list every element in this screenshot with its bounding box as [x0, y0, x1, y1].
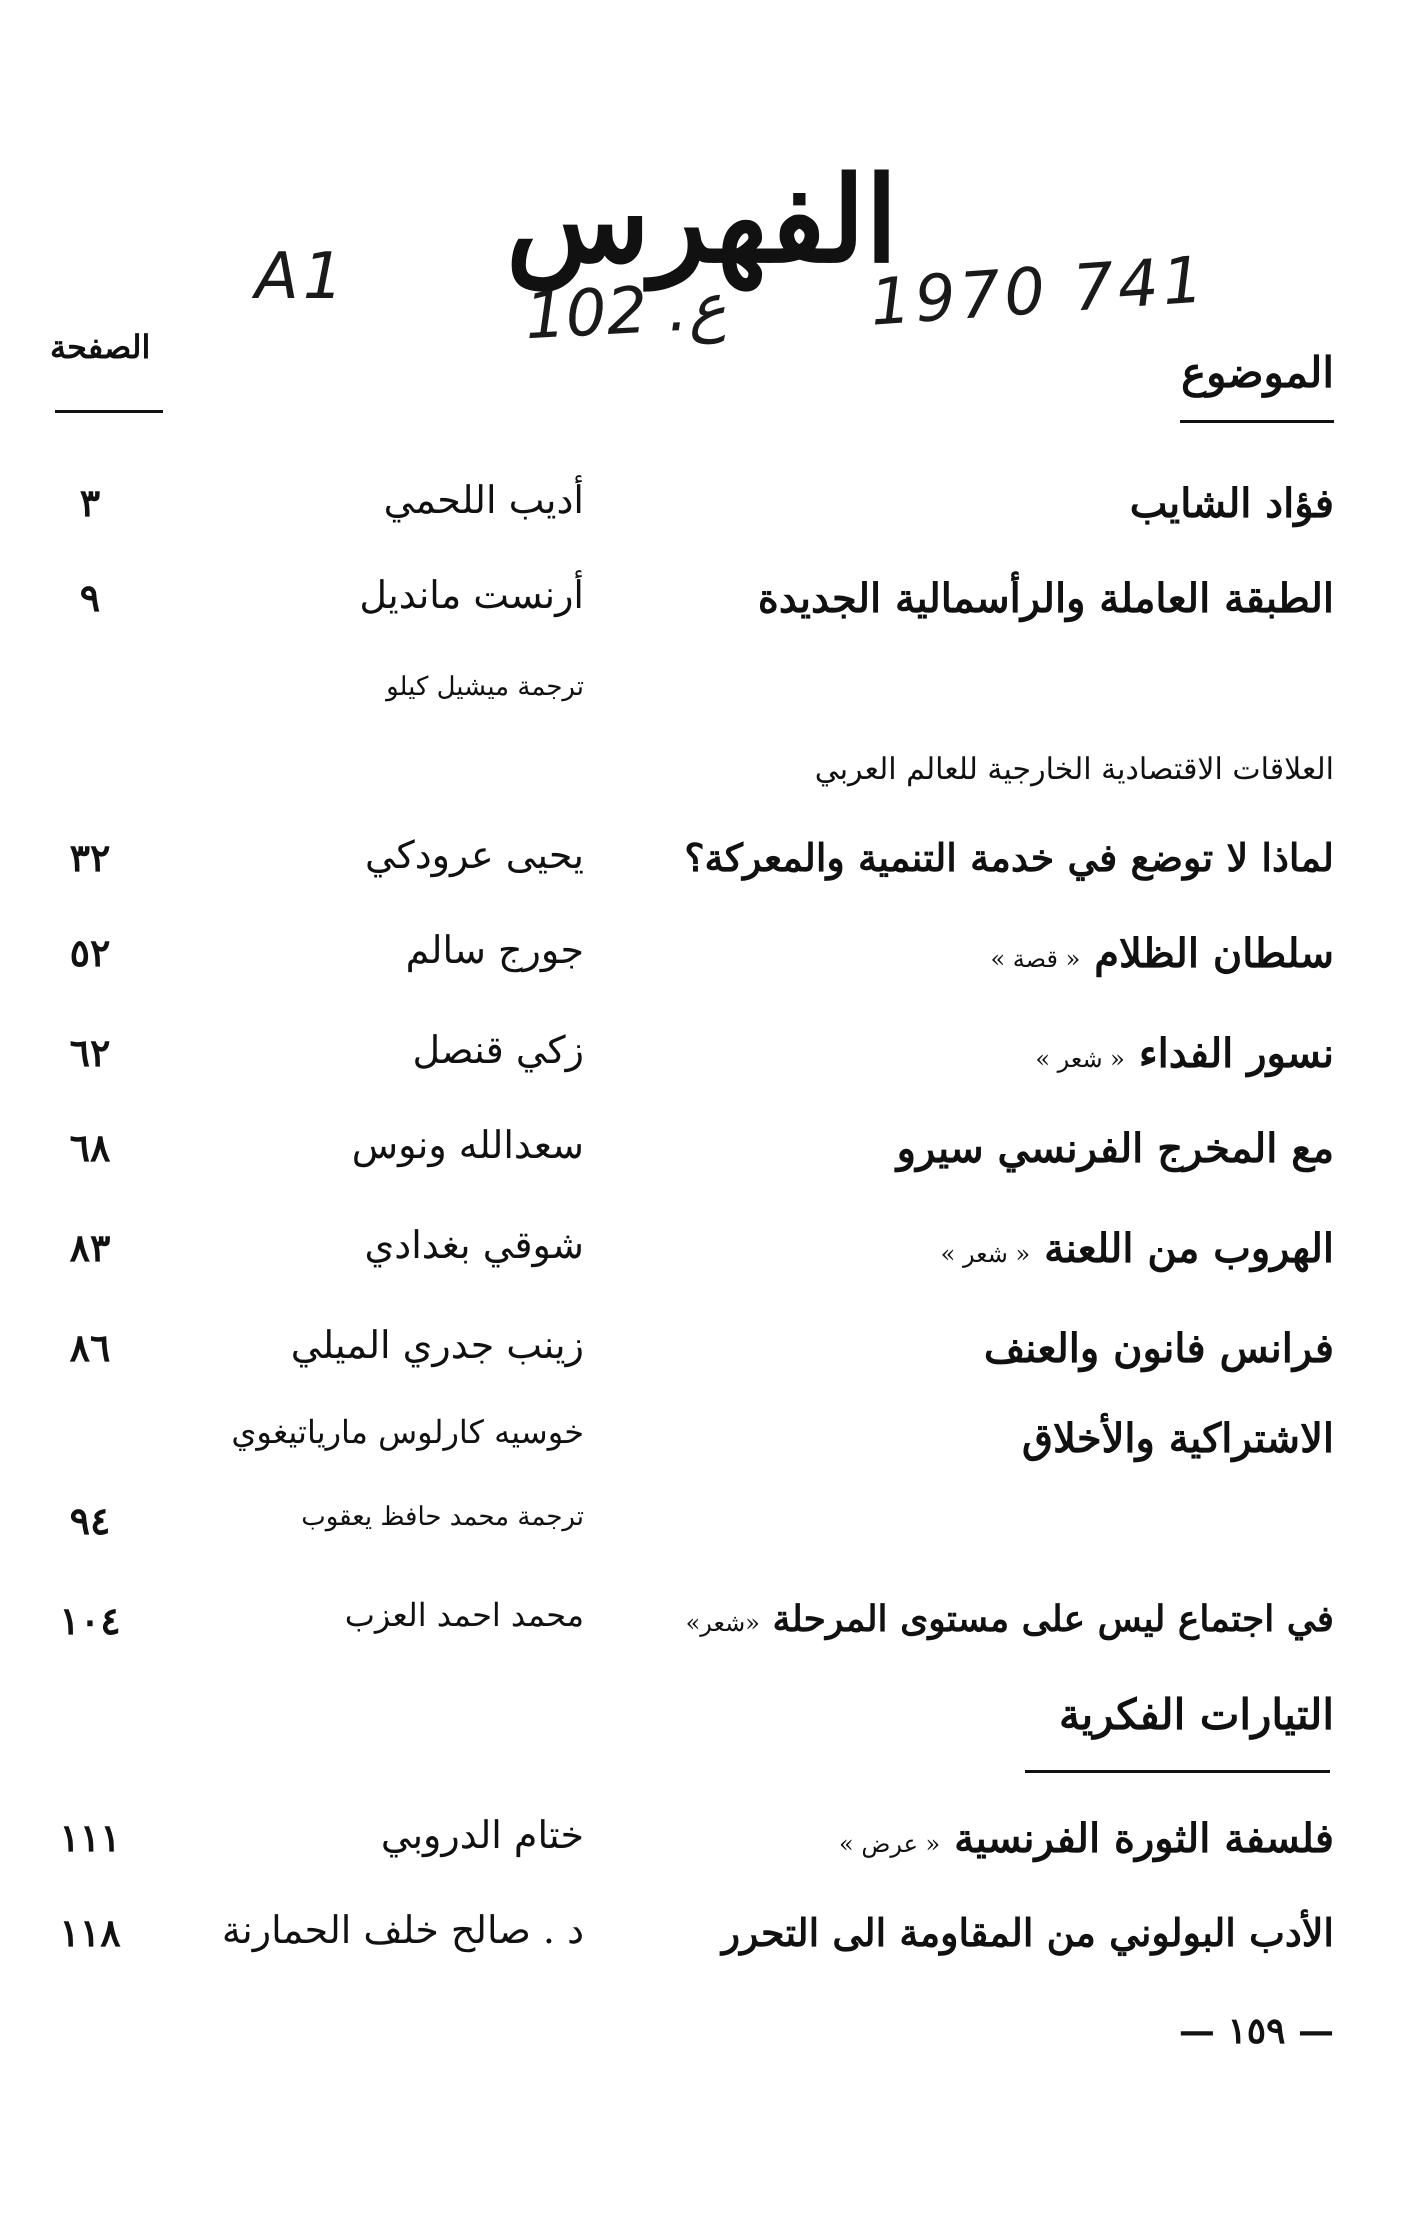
handwritten-code-right: 1970 741	[867, 243, 1210, 341]
toc-row-author: سعدالله ونوس	[351, 1123, 584, 1167]
toc-row-topic: فرانس فانون والعنف	[983, 1325, 1334, 1372]
section-row-tag: « عرض »	[839, 1830, 941, 1858]
toc-row-tag: « قصة »	[990, 945, 1081, 973]
header-topic-underline	[1180, 420, 1334, 423]
toc-row-topic-text: نسور الفداء	[1138, 1030, 1334, 1077]
toc-row-page: ٦٨	[69, 1125, 111, 1170]
toc-row-author: يحيى عرودكي	[364, 833, 584, 877]
toc-row-topic	[990, 930, 1334, 977]
toc-row-author: شوقي بغدادي	[364, 1223, 584, 1267]
toc-row-author: زكي قنصل	[412, 1028, 584, 1072]
footer-page-number: — ١٥٩ —	[1178, 2010, 1334, 2052]
section-row-author: ختام الدروبي	[380, 1813, 584, 1857]
toc-row-page: ٨٣	[69, 1225, 111, 1270]
toc-row-topic: الطبقة العاملة والرأسمالية الجديدة	[757, 575, 1334, 622]
toc-row-translator: ترجمة محمد حافظ يعقوب	[301, 1502, 584, 1532]
toc-row-topic	[686, 1598, 1334, 1640]
toc-row-page: ٨٦	[69, 1325, 111, 1370]
toc-row-author: محمد احمد العزب	[344, 1596, 584, 1634]
toc-row-tag: « شعر »	[1035, 1045, 1125, 1073]
section-row-page: ١١١	[59, 1815, 121, 1860]
header-page-underline	[55, 410, 163, 413]
toc-row-translator: ترجمة ميشيل كيلو	[386, 672, 584, 702]
handwritten-code-middle: 102 .ع	[523, 269, 728, 355]
toc-row-topic	[1035, 1030, 1334, 1077]
section-title-underline	[1025, 1770, 1330, 1773]
section-row-topic: الأدب البولوني من المقاومة الى التحرر	[721, 1910, 1334, 1955]
toc-row-topic: لماذا لا توضع في خدمة التنمية والمعركة؟	[684, 835, 1334, 880]
toc-row-topic-text: سلطان الظلام	[1094, 930, 1334, 977]
toc-row-page: ١٠٤	[59, 1598, 121, 1643]
toc-row-topic: مع المخرج الفرنسي سيرو	[896, 1125, 1334, 1172]
section-row-page: ١١٨	[59, 1910, 121, 1955]
toc-row-author: جورج سالم	[405, 928, 584, 972]
toc-row-page: ٩	[79, 575, 101, 620]
toc-row-topic	[941, 1225, 1334, 1272]
section-row-topic-text: فلسفة الثورة الفرنسية	[954, 1815, 1334, 1862]
toc-row-author: زينب جدري الميلي	[290, 1323, 584, 1367]
toc-row-author: أديب اللحمي	[383, 478, 584, 522]
toc-row-tag: « شعر »	[940, 1240, 1031, 1268]
toc-row-tag: «شعر»	[685, 1609, 760, 1637]
toc-row-topic-text: في اجتماع ليس على مستوى المرحلة	[772, 1598, 1334, 1640]
toc-row-subtitle: العلاقات الاقتصادية الخارجية للعالم العربي	[814, 752, 1334, 787]
section-row-topic	[839, 1815, 1334, 1862]
header-page: الصفحة	[50, 328, 151, 366]
toc-row-page: ٩٤	[69, 1498, 111, 1543]
toc-row-topic: فؤاد الشايب	[1129, 480, 1334, 527]
toc-row-page: ٥٢	[69, 930, 111, 975]
toc-row-page: ٦٢	[69, 1030, 111, 1075]
section-title: التيارات الفكرية	[1058, 1690, 1334, 1739]
header-topic: الموضوع	[1181, 348, 1334, 397]
toc-row-author: أرنست مانديل	[359, 573, 584, 617]
toc-row-author: خوسيه كارلوس مارياتيغوي	[231, 1413, 584, 1451]
section-row-author: د . صالح خلف الحمارنة	[221, 1908, 584, 1952]
toc-row-page: ٣٢	[69, 835, 111, 880]
toc-row-topic: الاشتراكية والأخلاق	[1021, 1415, 1334, 1462]
toc-row-topic-text: الهروب من اللعنة	[1044, 1225, 1334, 1272]
page-title: الفهرس	[506, 150, 898, 289]
handwritten-code-left: A1	[255, 240, 348, 314]
toc-row-page: ٣	[79, 480, 101, 525]
